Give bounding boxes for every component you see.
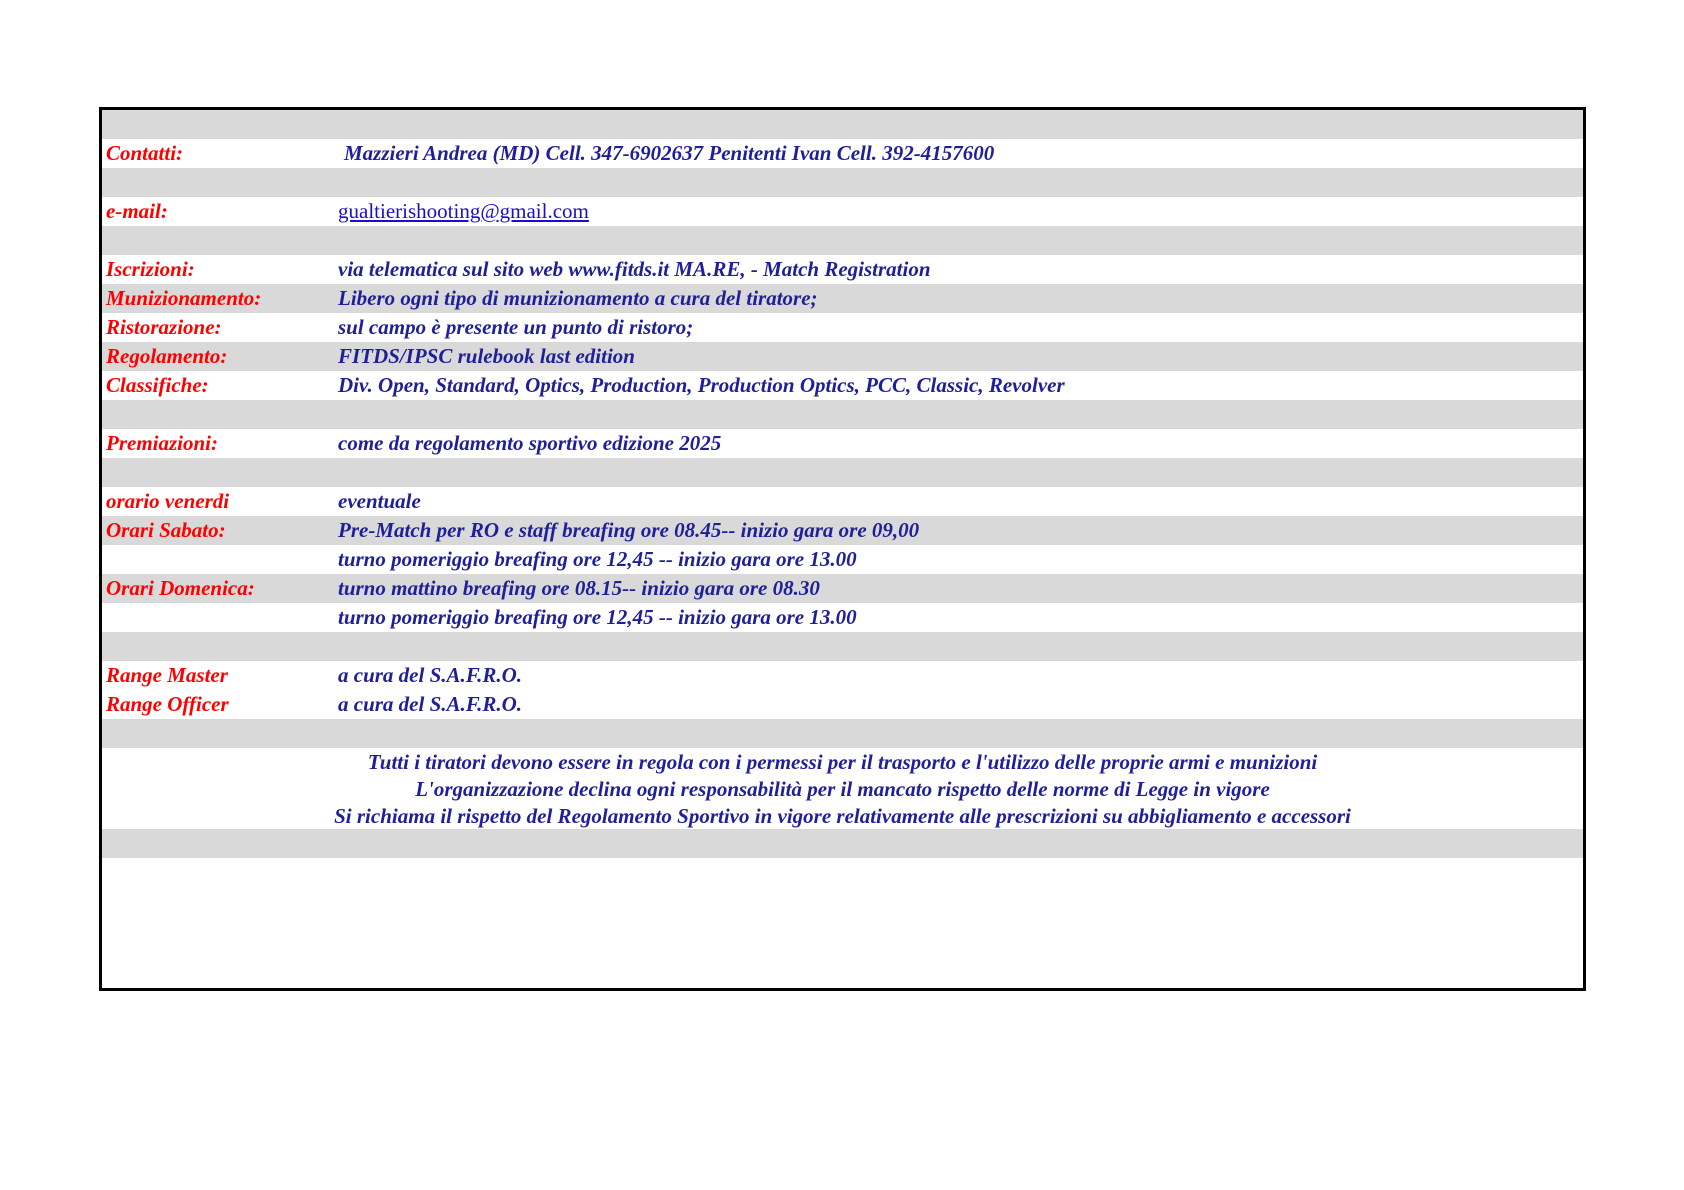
regolamento-label: Regolamento: (106, 344, 228, 368)
row-venerdi (102, 487, 1583, 516)
row-domenica-2 (102, 603, 1583, 632)
regolamento-value: FITDS/IPSC rulebook last edition (338, 344, 635, 368)
sabato-line1: Pre-Match per RO e staff breafing ore 08.45-- inizio gara ore 09,00 (338, 518, 920, 542)
row-regolamento (102, 342, 1583, 371)
spacer-row (102, 719, 1583, 748)
premiazioni-value: come da regolamento sportivo edizione 2025 (338, 431, 722, 455)
row-email (102, 197, 1583, 226)
sabato-line2: turno pomeriggio breafing ore 12,45 -- inizio gara ore 13.00 (338, 547, 857, 571)
munizionamento-label: Munizionamento: (106, 286, 262, 310)
row-sabato-2 (102, 545, 1583, 574)
classifiche-value: Div. Open, Standard, Optics, Production, Production Optics, PCC, Classic, Revolver (338, 373, 1065, 397)
row-contatti (102, 139, 1583, 168)
row-iscrizioni (102, 255, 1583, 284)
domenica-label: Orari Domenica: (106, 576, 255, 600)
spacer-row (102, 829, 1583, 858)
spacer-row (102, 400, 1583, 429)
domenica-line2: turno pomeriggio breafing ore 12,45 -- inizio gara ore 13.00 (338, 605, 857, 629)
iscrizioni-value: via telematica sul sito web www.fitds.it MA.RE, - Match Registration (338, 257, 931, 281)
email-value-cell (338, 197, 589, 226)
range-master-value: a cura del S.A.F.R.O. (338, 663, 522, 687)
row-range-officer (102, 690, 1583, 719)
spacer-row (102, 110, 1583, 139)
sabato-label: Orari Sabato: (106, 518, 226, 542)
spacer-row (102, 458, 1583, 487)
range-master-label: Range Master (106, 663, 228, 687)
email-label: e-mail: (106, 199, 168, 223)
row-domenica-1 (102, 574, 1583, 603)
notice-line-3: Si richiama il rispetto del Regolamento Sportivo in vigore relativamente alle prescrizioni su abbigliamento e accessori (334, 804, 1351, 828)
row-classifiche (102, 371, 1583, 400)
munizionamento-value: Libero ogni tipo di munizionamento a cura del tiratore; (338, 286, 818, 310)
spacer-row (102, 168, 1583, 197)
venerdi-value: eventuale (338, 489, 421, 513)
contatti-value: Mazzieri Andrea (MD) Cell. 347-6902637 Penitenti Ivan Cell. 392-4157600 (344, 141, 995, 165)
info-table (99, 107, 1586, 991)
notice-line-1: Tutti i tiratori devono essere in regola con i permessi per il trasporto e l'utilizzo delle proprie armi e munizioni (367, 750, 1318, 774)
notice-block (102, 748, 1583, 829)
row-munizionamento (102, 284, 1583, 313)
classifiche-label: Classifiche: (106, 373, 209, 397)
venerdi-label: orario venerdi (106, 489, 230, 513)
domenica-line1: turno mattino breafing ore 08.15-- inizio gara ore 08.30 (338, 576, 820, 600)
iscrizioni-label: Iscrizioni: (106, 257, 195, 281)
range-officer-label: Range Officer (106, 692, 229, 716)
spacer-row (102, 226, 1583, 255)
row-ristorazione (102, 313, 1583, 342)
empty-area (102, 858, 1583, 991)
premiazioni-label: Premiazioni: (106, 431, 219, 455)
row-sabato-1 (102, 516, 1583, 545)
notice-line-2: L'organizzazione declina ogni responsabilità per il mancato rispetto delle norme di Legge in vigore (415, 777, 1270, 801)
row-range-master (102, 661, 1583, 690)
contatti-label: Contatti: (106, 141, 184, 165)
range-officer-value: a cura del S.A.F.R.O. (338, 692, 522, 716)
ristorazione-value: sul campo è presente un punto di ristoro; (338, 315, 694, 339)
row-premiazioni (102, 429, 1583, 458)
ristorazione-label: Ristorazione: (106, 315, 222, 339)
spacer-row (102, 632, 1583, 661)
email-link[interactable]: gualtierishooting@gmail.com (338, 199, 589, 223)
